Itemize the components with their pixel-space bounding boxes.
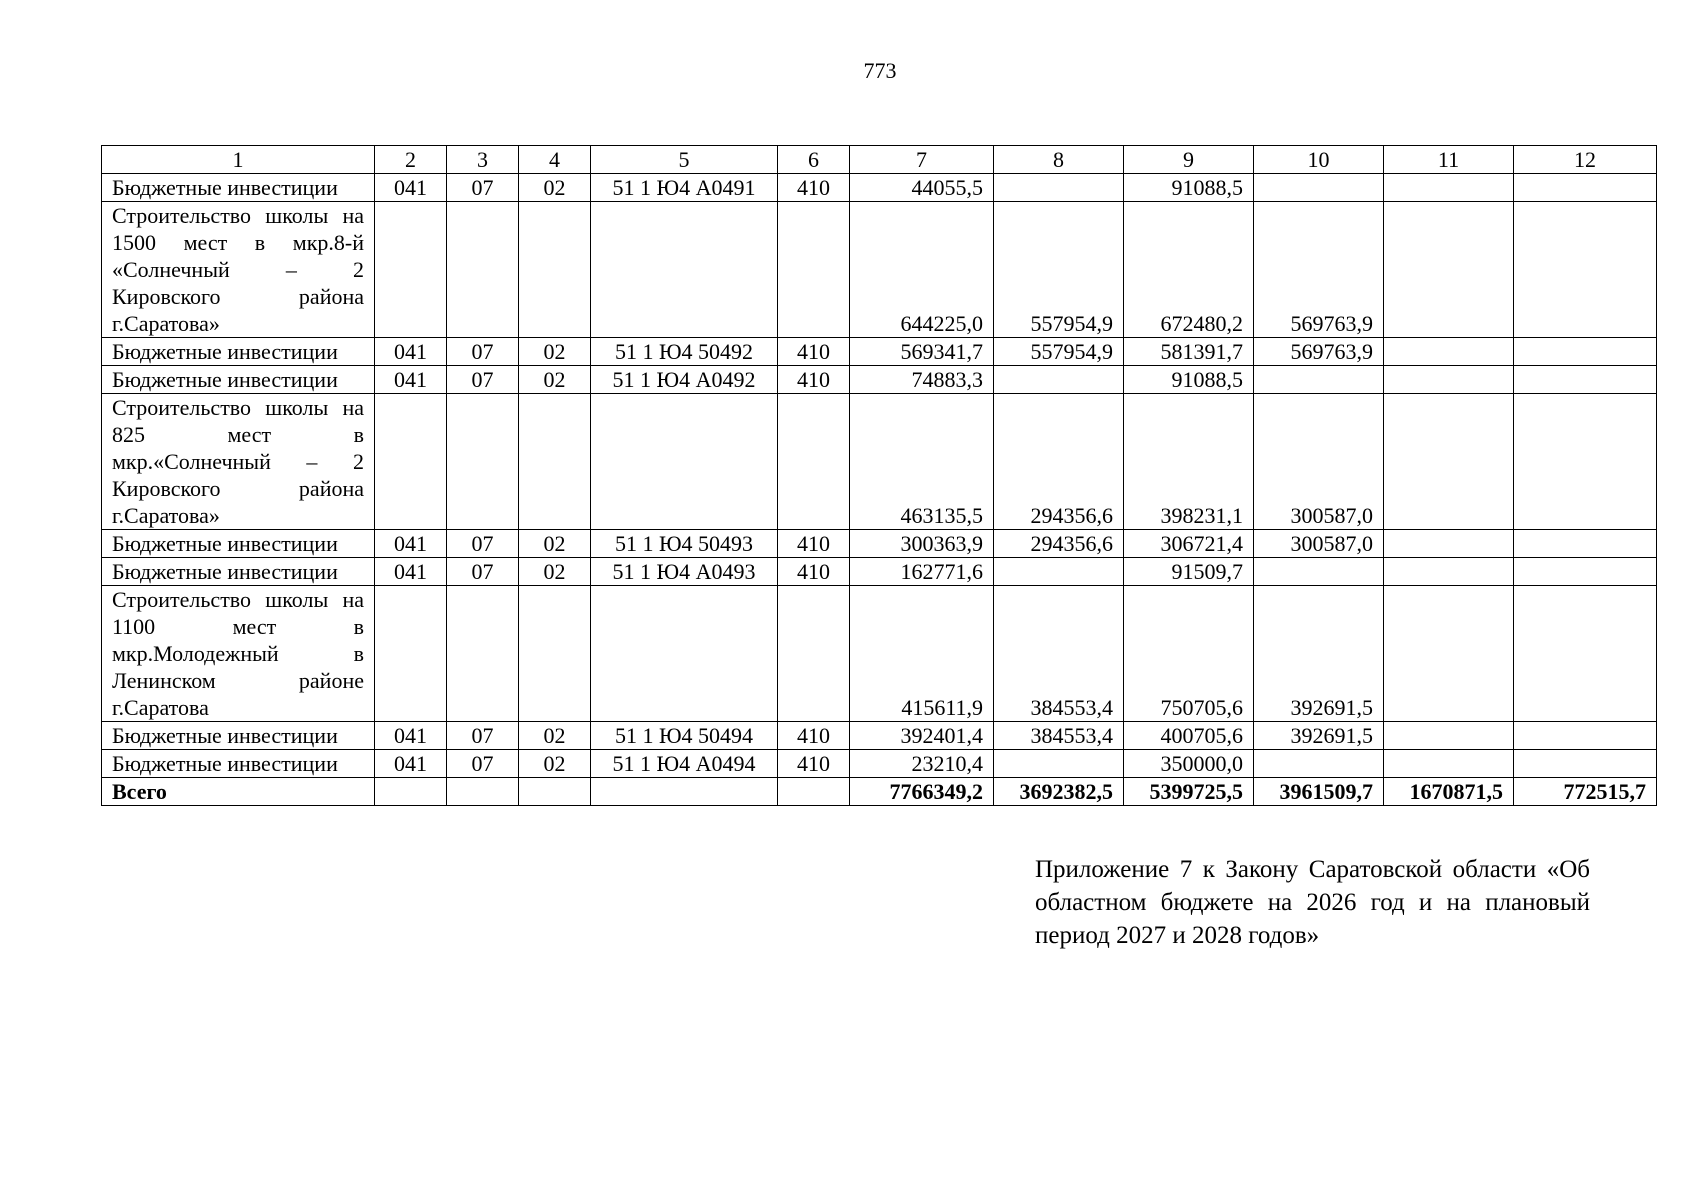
table-row	[102, 202, 1657, 338]
table-cell	[778, 778, 850, 806]
table-row	[102, 174, 1657, 202]
table-cell	[519, 394, 591, 530]
table-row	[102, 366, 1657, 394]
table-cell	[1514, 366, 1657, 394]
table-cell: 07	[447, 558, 519, 586]
table-cell	[1384, 394, 1514, 530]
budget-table	[101, 145, 1657, 806]
table-cell: 557954,9	[994, 202, 1124, 338]
table-cell: 91088,5	[1124, 174, 1254, 202]
table-cell: 91088,5	[1124, 366, 1254, 394]
row-name: Строительство школы на 1100 мест в мкр.Молодежный в Ленинском районе г.Саратова	[102, 586, 375, 722]
page-number: 773	[863, 58, 897, 83]
table-cell	[1384, 366, 1514, 394]
table-cell: 041	[375, 722, 447, 750]
table-cell	[1514, 202, 1657, 338]
table-cell: 300587,0	[1254, 394, 1384, 530]
table-cell: 51 1 Ю4 50493	[591, 530, 778, 558]
table-cell	[591, 394, 778, 530]
table-cell	[1254, 174, 1384, 202]
table-cell: 02	[519, 366, 591, 394]
table-cell	[1254, 750, 1384, 778]
column-header: 5	[591, 146, 778, 174]
table-cell	[778, 202, 850, 338]
row-name: Бюджетные инвестиции	[102, 338, 375, 366]
table-cell: 02	[519, 722, 591, 750]
table-cell: 392691,5	[1254, 586, 1384, 722]
table-cell	[519, 778, 591, 806]
row-name: Строительство школы на 1500 мест в мкр.8-й «Солнечный – 2 Кировского района г.Саратова»	[102, 202, 375, 338]
table-cell: 041	[375, 750, 447, 778]
table-cell: 294356,6	[994, 530, 1124, 558]
table-cell	[447, 202, 519, 338]
table-cell: 1670871,5	[1384, 778, 1514, 806]
table-cell: 07	[447, 366, 519, 394]
table-cell: 51 1 Ю4 А0492	[591, 366, 778, 394]
table-cell: 041	[375, 338, 447, 366]
column-header: 1	[102, 146, 375, 174]
table-cell	[375, 202, 447, 338]
table-row	[102, 586, 1657, 722]
row-name: Всего	[102, 778, 375, 806]
table-cell: 581391,7	[1124, 338, 1254, 366]
table-cell: 294356,6	[994, 394, 1124, 530]
table-cell: 51 1 Ю4 А0491	[591, 174, 778, 202]
table-cell	[994, 366, 1124, 394]
total-row	[102, 778, 1657, 806]
annex-caption: Приложение 7 к Закону Саратовской области «Об областном бюджете на 2026 год и на плановый период 2027 и 2028 годов»	[1035, 856, 1590, 949]
table-cell	[1384, 530, 1514, 558]
table-cell: 07	[447, 750, 519, 778]
row-name: Бюджетные инвестиции	[102, 174, 375, 202]
table-cell	[1514, 394, 1657, 530]
table-cell	[447, 586, 519, 722]
table-cell: 041	[375, 530, 447, 558]
table-cell: 644225,0	[850, 202, 994, 338]
column-header: 9	[1124, 146, 1254, 174]
table-cell	[1384, 586, 1514, 722]
table-cell: 07	[447, 722, 519, 750]
table-cell: 02	[519, 750, 591, 778]
table-cell	[1514, 338, 1657, 366]
table-cell: 384553,4	[994, 586, 1124, 722]
row-name: Строительство школы на 825 мест в мкр.«Солнечный – 2 Кировского района г.Саратова»	[102, 394, 375, 530]
table-cell	[375, 394, 447, 530]
table-cell	[1514, 558, 1657, 586]
table-cell: 772515,7	[1514, 778, 1657, 806]
row-name: Бюджетные инвестиции	[102, 722, 375, 750]
table-cell	[591, 202, 778, 338]
table-cell	[375, 778, 447, 806]
table-cell	[1384, 202, 1514, 338]
table-cell	[994, 558, 1124, 586]
table-cell: 463135,5	[850, 394, 994, 530]
table-cell	[994, 174, 1124, 202]
table-cell	[994, 750, 1124, 778]
table-cell: 3961509,7	[1254, 778, 1384, 806]
table-cell: 51 1 Ю4 50492	[591, 338, 778, 366]
row-name: Бюджетные инвестиции	[102, 558, 375, 586]
table-row	[102, 394, 1657, 530]
table-cell	[1514, 722, 1657, 750]
table-cell: 569763,9	[1254, 202, 1384, 338]
column-header: 10	[1254, 146, 1384, 174]
table-cell	[591, 586, 778, 722]
table-cell: 306721,4	[1124, 530, 1254, 558]
table-cell	[1384, 722, 1514, 750]
table-row	[102, 558, 1657, 586]
table-header-row	[102, 146, 1657, 174]
table-cell: 410	[778, 750, 850, 778]
table-cell: 384553,4	[994, 722, 1124, 750]
column-header: 8	[994, 146, 1124, 174]
table-cell: 300363,9	[850, 530, 994, 558]
table-cell: 02	[519, 174, 591, 202]
table-cell: 07	[447, 338, 519, 366]
table-row	[102, 722, 1657, 750]
column-header: 6	[778, 146, 850, 174]
table-cell	[519, 586, 591, 722]
table-cell	[447, 394, 519, 530]
column-header: 3	[447, 146, 519, 174]
column-header: 11	[1384, 146, 1514, 174]
table-cell: 162771,6	[850, 558, 994, 586]
table-row	[102, 750, 1657, 778]
column-header: 12	[1514, 146, 1657, 174]
table-cell: 398231,1	[1124, 394, 1254, 530]
table-cell	[778, 586, 850, 722]
table-cell	[778, 394, 850, 530]
table-cell: 410	[778, 530, 850, 558]
table-cell: 51 1 Ю4 А0493	[591, 558, 778, 586]
table-cell: 041	[375, 174, 447, 202]
table-cell: 041	[375, 366, 447, 394]
table-cell: 350000,0	[1124, 750, 1254, 778]
table-cell: 557954,9	[994, 338, 1124, 366]
table-cell: 400705,6	[1124, 722, 1254, 750]
table-cell: 51 1 Ю4 50494	[591, 722, 778, 750]
table-cell	[1384, 750, 1514, 778]
table-cell	[1384, 338, 1514, 366]
table-cell: 07	[447, 530, 519, 558]
table-cell: 392401,4	[850, 722, 994, 750]
table-cell: 672480,2	[1124, 202, 1254, 338]
table-cell: 91509,7	[1124, 558, 1254, 586]
row-name: Бюджетные инвестиции	[102, 750, 375, 778]
table-cell: 041	[375, 558, 447, 586]
table-cell: 07	[447, 174, 519, 202]
table-cell	[1254, 366, 1384, 394]
table-cell: 23210,4	[850, 750, 994, 778]
table-cell: 74883,3	[850, 366, 994, 394]
table-cell: 51 1 Ю4 А0494	[591, 750, 778, 778]
table-cell: 02	[519, 558, 591, 586]
table-row	[102, 530, 1657, 558]
table-cell: 410	[778, 722, 850, 750]
table-cell: 410	[778, 338, 850, 366]
table-cell	[591, 778, 778, 806]
column-header: 7	[850, 146, 994, 174]
table-cell	[1254, 558, 1384, 586]
table-cell: 569341,7	[850, 338, 994, 366]
table-cell: 410	[778, 174, 850, 202]
table-cell: 02	[519, 338, 591, 366]
table-cell	[1514, 530, 1657, 558]
table-cell	[1384, 558, 1514, 586]
table-cell	[375, 586, 447, 722]
table-cell: 7766349,2	[850, 778, 994, 806]
table-cell: 569763,9	[1254, 338, 1384, 366]
table-cell	[1514, 586, 1657, 722]
table-cell: 300587,0	[1254, 530, 1384, 558]
table-cell: 410	[778, 558, 850, 586]
row-name: Бюджетные инвестиции	[102, 366, 375, 394]
table-cell: 02	[519, 530, 591, 558]
table-cell: 3692382,5	[994, 778, 1124, 806]
table-cell: 44055,5	[850, 174, 994, 202]
table-cell	[519, 202, 591, 338]
row-name: Бюджетные инвестиции	[102, 530, 375, 558]
table-cell: 392691,5	[1254, 722, 1384, 750]
table-cell: 415611,9	[850, 586, 994, 722]
table-cell: 750705,6	[1124, 586, 1254, 722]
table-cell	[1514, 750, 1657, 778]
table-cell: 410	[778, 366, 850, 394]
table-cell	[447, 778, 519, 806]
column-header: 4	[519, 146, 591, 174]
column-header: 2	[375, 146, 447, 174]
table-cell: 5399725,5	[1124, 778, 1254, 806]
table-row	[102, 338, 1657, 366]
table-cell	[1514, 174, 1657, 202]
table-cell	[1384, 174, 1514, 202]
